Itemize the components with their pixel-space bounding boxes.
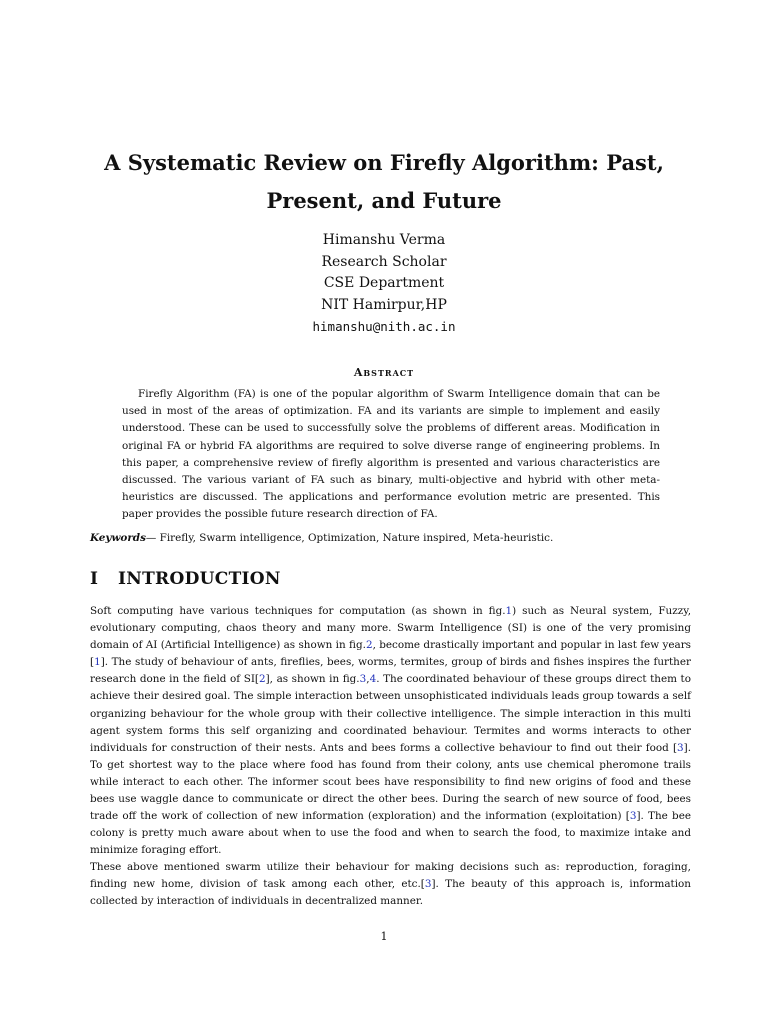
abstract-heading: Abstract: [353, 366, 415, 379]
keywords-label: Keywords: [90, 532, 146, 544]
section-title: INTRODUCTION: [118, 569, 281, 589]
keywords-text: — Firefly, Swarm intelligence, Optimization, Nature inspired, Meta-heuristic.: [145, 532, 554, 544]
title-line-1: A Systematic Review on Firefly Algorithm: Past,: [104, 150, 664, 175]
citation-link[interactable]: 3: [629, 810, 637, 823]
author-name: Himanshu Verma: [322, 232, 446, 248]
intro-paragraph-2: [90, 859, 691, 910]
abstract-text: Firefly Algorithm (FA) is one of the popular algorithm of Swarm Intelligence domain that can be used in most of the areas of optimization. FA and its variants are simple to implement and easily understood. These can be used to successfully solve the problems of different areas. Modification in original FA or hybrid FA algorithms are required to solve diverse range of engineering problems. In this paper, a comprehensive review of firefly algorithm is presented and various characteristics are discussed. The various variant of FA such as binary, multi-objective and hybrid with other meta-heuristics are discussed. The applications and performance evolution metric are presented. This paper provides the possible future research direction of FA.: [122, 388, 660, 521]
paragraph-text: ]. To get shortest way to the place where food has found from their colony, ants use chemical pheromone trails while interact to each other. The informer scout bees have responsibility to find new origins of food and these bees use waggle dance to communicate or direct the other bees. During the search of new source of food, bees trade off the work of collection of new information (exploration) and the information (exploitation) [: [90, 741, 691, 823]
author-department: CSE Department: [323, 275, 445, 291]
citation-link[interactable]: 4: [369, 673, 377, 686]
author-email[interactable]: himanshu@nith.ac.in: [312, 319, 456, 334]
author-role: Research Scholar: [321, 253, 447, 270]
page-number: 1: [380, 930, 388, 943]
citation-link[interactable]: 2: [365, 639, 373, 652]
paper-title: [90, 144, 678, 220]
citation-link[interactable]: 1: [505, 605, 513, 617]
paragraph-text: ], as shown in fig.: [265, 673, 360, 686]
title-line-2: Present, and Future: [266, 188, 502, 213]
paragraph-text: , become drastically important and popular in last few years [: [90, 639, 691, 669]
author-block: [184, 230, 584, 338]
citation-link[interactable]: 3: [677, 741, 684, 754]
paragraph-text: ]. The bee colony is pretty much aware about when to use the food and when to search the food, to maximize intake and minimize foraging effort.: [90, 810, 691, 857]
keywords: [90, 530, 678, 547]
section-number: I: [90, 569, 99, 589]
paragraph-text: . The coordinated behaviour of these groups direct them to achieve their desired goal. The simple interaction between unsophisticated individuals leads group towards a self organizing behaviour for the whole group with their collective intelligence. The simple interaction in this multi agent system forms this self organizing and coordinated behaviour. Termites and worms interacts to other individuals for construction of their nests. Ants and bees forms a collective behaviour to find out their food [: [90, 673, 691, 754]
author-institution: NIT Hamirpur,HP: [321, 296, 447, 313]
paragraph-text: These above mentioned swarm utilize their behaviour for making decisions such as: reproduction, foraging, finding new home, division of task among each other, etc.[: [90, 861, 691, 891]
intro-paragraph-1: [90, 603, 691, 859]
citation-link[interactable]: 2: [259, 673, 266, 686]
citation-link[interactable]: 3: [359, 673, 367, 686]
paragraph-text: ]. The study of behaviour of ants, fireflies, bees, worms, termites, group of birds and fishes inspires the further research done in the field of SI[: [90, 656, 691, 686]
paragraph-text: ,: [366, 673, 370, 686]
citation-link[interactable]: 1: [94, 656, 101, 669]
paragraph-text: Soft computing have various techniques for computation (as shown in fig.: [90, 605, 506, 617]
paragraph-text: ) such as Neural system, Fuzzy, evolutionary computing, chaos theory and many more. Swarm Intelligence (SI) is one of the very promising domain of AI (Artificial Intelligence) as shown in fig.: [90, 605, 691, 652]
section-heading: [90, 569, 281, 589]
paragraph-text: ]. The beauty of this approach is, information collected by interaction of individuals in decentralized manner.: [90, 878, 691, 908]
citation-link[interactable]: 3: [424, 878, 432, 891]
